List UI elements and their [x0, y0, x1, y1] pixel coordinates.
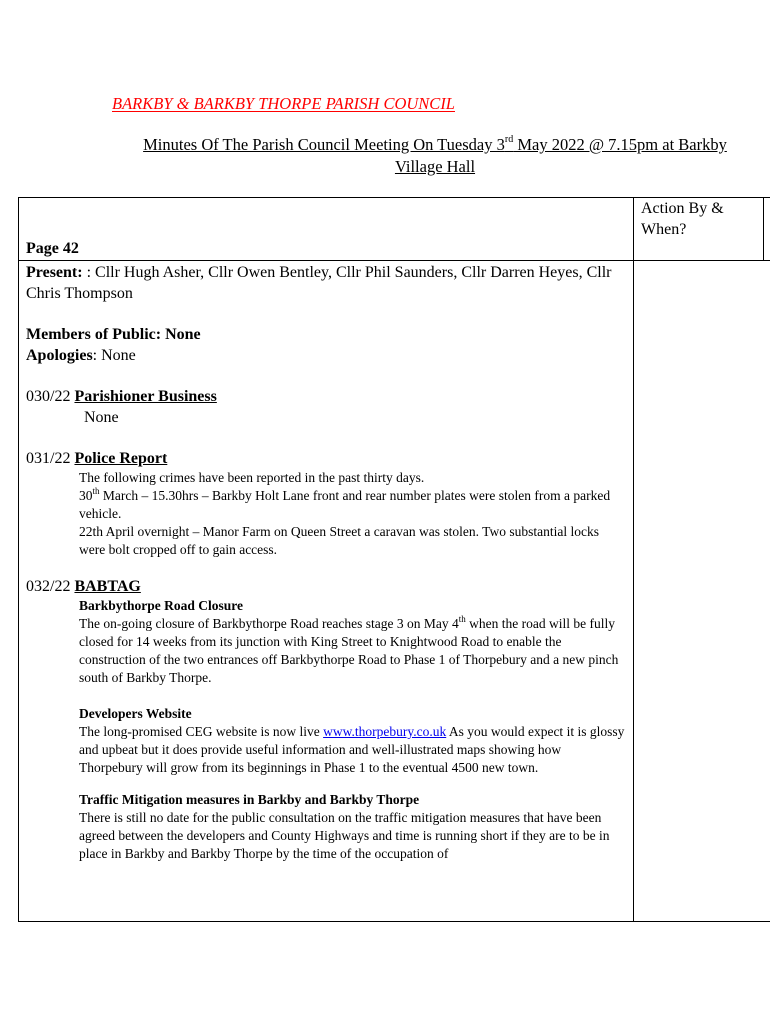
item-032-body — [79, 597, 627, 863]
minutes-title-sup: rd — [504, 133, 514, 145]
item-031-heading — [26, 448, 167, 469]
apologies-text: : None — [92, 347, 136, 364]
police-line-1: The following crimes have been reported in the past thirty days. — [79, 470, 425, 485]
item-title: BABTAG — [74, 578, 141, 595]
table-column-divider — [633, 197, 634, 922]
developers-website-text-b: As you would expect it is glossy and upbeat but it does provide useful information and well-illustrated maps showing how Thorpebury will grow from its beginnings in Phase 1 to the eventual 4500 new town. — [79, 724, 625, 775]
council-name: BARKBY & BARKBY THORPE PARISH COUNCIL — [112, 94, 455, 113]
road-closure-text-a: The on-going closure of Barkbythorpe Road reaches stage 3 on May 4 — [79, 616, 459, 631]
traffic-mitigation-title: Traffic Mitigation measures in Barkby and Barkby Thorpe — [79, 792, 420, 807]
traffic-mitigation-text: There is still no date for the public consultation on the traffic mitigation measures that have been agreed between the developers and County Highways and time is running short if they are to be in place in Barkby and Barkby Thorpe by the time of the occupation of — [79, 810, 610, 861]
road-closure-sup: th — [458, 613, 466, 624]
minutes-title — [110, 134, 760, 178]
apologies — [26, 345, 136, 366]
members-of-public: Members of Public: None — [26, 326, 201, 343]
page-number: Page 42 — [26, 240, 79, 257]
item-030-body: None — [84, 409, 119, 426]
road-closure-text-b: when the road will be fully closed for 14 weeks from its junction with King Street to Knightwood Road to enable the construction of the two entrances off Barkbythorpe Road to Phase 1 of Thorpebury and a new pinch south of Barkby Thorpe. — [79, 616, 619, 685]
present-label: Present: — [26, 264, 83, 281]
item-number: 031/22 — [26, 450, 71, 467]
minutes-title-line2: Village Hall — [394, 157, 476, 176]
police-line-2-text: March – 15.30hrs – Barkby Holt Lane front and rear number plates were stolen from a parked vehicle. — [79, 488, 611, 521]
present-text: : Cllr Hugh Asher, Cllr Owen Bentley, Cllr Phil Saunders, Cllr Darren Heyes, Cllr Chris Thompson — [26, 264, 612, 302]
police-line-3: 22th April overnight – Manor Farm on Queen Street a caravan was stolen. Two substantial locks were bolt cropped off to gain access. — [79, 524, 599, 557]
thorpebury-link[interactable]: www.thorpebury.co.uk — [323, 724, 447, 739]
item-title: Police Report — [74, 450, 168, 467]
police-date-sup: th — [92, 485, 100, 496]
item-number: 032/22 — [26, 578, 71, 595]
table-bottom-border — [18, 921, 770, 922]
spacer — [79, 777, 627, 791]
item-title: Parishioner Business — [74, 388, 217, 405]
police-date: 30 — [79, 488, 93, 503]
apologies-label: Apologies — [26, 347, 93, 364]
present-section — [26, 262, 626, 304]
item-031-body — [79, 469, 627, 559]
table-left-border — [18, 197, 19, 922]
road-closure-title: Barkbythorpe Road Closure — [79, 598, 244, 613]
developers-website-text-a: The long-promised CEG website is now live — [79, 724, 324, 739]
road-closure-text — [79, 615, 627, 687]
item-030-heading — [26, 386, 217, 407]
table-right-border — [763, 197, 764, 260]
developers-website-text — [79, 723, 627, 777]
minutes-title-part2: May 2022 @ 7.15pm at Barkby — [513, 135, 727, 154]
table-header-divider — [18, 260, 770, 261]
action-column-header: Action By & When? — [641, 200, 724, 238]
spacer — [79, 687, 627, 705]
developers-website-title: Developers Website — [79, 706, 192, 721]
item-number: 030/22 — [26, 388, 71, 405]
police-line-2 — [79, 487, 627, 523]
minutes-title-part1: Minutes Of The Parish Council Meeting On Tuesday 3 — [143, 135, 505, 154]
item-032-heading — [26, 576, 141, 597]
